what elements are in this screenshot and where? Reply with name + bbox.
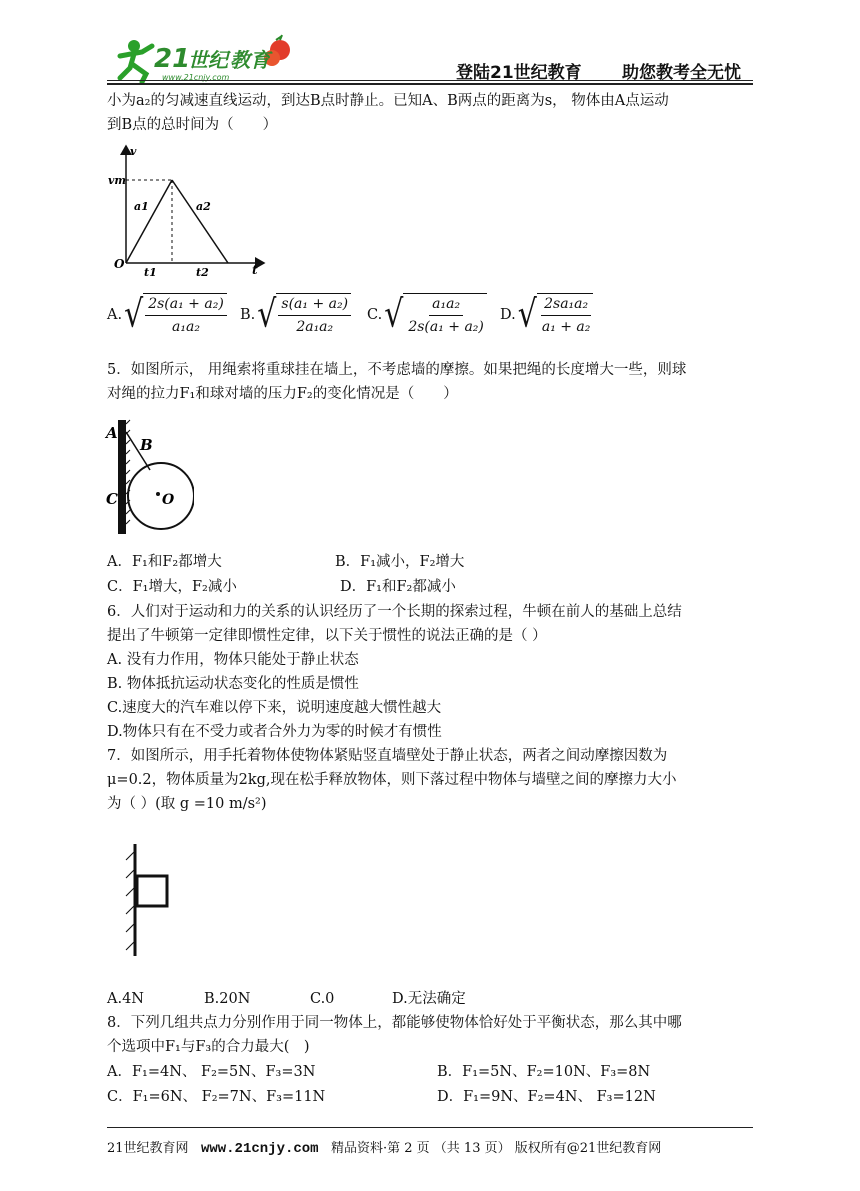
q4-option-c[interactable]: [367, 293, 487, 337]
q4-line2: 到B点的总时间为（ ）: [107, 117, 278, 133]
ball-center: [156, 492, 160, 496]
q4-b-num: s(a₁ + a₂): [278, 294, 351, 316]
q5-option-b[interactable]: B．F₁减小，F₂增大: [335, 554, 465, 570]
q4-line1: 小为a₂的匀减速直线运动，到达B点时静止。已知A、B两点的距离为s， 物体由A点运动: [107, 93, 669, 109]
q6-line1: 6．人们对于运动和力的关系的认识经历了一个长期的探索过程，牛顿在前人的基础上总结: [107, 604, 682, 620]
block: [137, 876, 167, 906]
q4-c-den: 2s(a₁ + a₂): [408, 319, 484, 335]
q5-line2: 对绳的拉力F₁和球对墙的压力F₂的变化情况是（ ）: [107, 386, 458, 402]
footer-url[interactable]: www.21cnjy.com: [200, 1141, 319, 1157]
sqrt-icon: √: [124, 292, 144, 337]
q4-c-num: a₁a₂: [429, 294, 463, 316]
q8-option-b[interactable]: B．F₁=5N、F₂=10N、F₃=8N: [437, 1064, 651, 1080]
svg-text:www.21cnjy.com: www.21cnjy.com: [162, 73, 230, 82]
svg-text:世纪: 世纪: [188, 48, 228, 72]
t-label: t: [252, 263, 258, 277]
q4-option-d-label: D.: [500, 307, 516, 323]
q7-option-c[interactable]: C.0: [310, 991, 335, 1007]
sqrt-icon: √: [257, 292, 277, 337]
q5-option-a[interactable]: A．F₁和F₂都增大: [107, 554, 222, 570]
q5-option-c[interactable]: C．F₁增大，F₂减小: [107, 579, 237, 595]
origin-label: O: [114, 257, 125, 271]
sqrt-icon: √: [384, 292, 404, 337]
point-c-label: C: [106, 490, 118, 508]
a2-label: a2: [196, 200, 211, 213]
footer-page-info: 精品资料·第 2 页 （共 13 页） 版权所有@21世纪教育网: [330, 1141, 662, 1156]
decel-line: [172, 180, 228, 263]
svg-text:21: 21: [154, 44, 191, 74]
footer: [107, 1137, 661, 1157]
q4-d-num: 2sa₁a₂: [541, 294, 591, 316]
header-rule-thick: [107, 83, 753, 85]
q8-option-d[interactable]: D．F₁=9N、F₂=4N、 F₃=12N: [437, 1089, 656, 1105]
q8-line1: 8．下列几组共点力分别作用于同一物体上，都能够使物体恰好处于平衡状态，那么其中哪: [107, 1015, 682, 1031]
footer-site: 21世纪教育网: [107, 1141, 189, 1156]
logo-icon: [112, 34, 302, 84]
q8-line2: 个选项中F₁与F₃的合力最大( ): [107, 1039, 310, 1055]
q6-option-a[interactable]: A. 没有力作用，物体只能处于静止状态: [107, 652, 359, 668]
t1-label: t1: [144, 266, 157, 279]
q4-a-den: a₁a₂: [172, 319, 200, 335]
q4-option-b-label: B.: [240, 307, 256, 323]
q8-option-c[interactable]: C．F₁=6N、 F₂=7N、F₃=11N: [107, 1089, 326, 1105]
q4-a-num: 2s(a₁ + a₂): [145, 294, 227, 316]
q6-option-b[interactable]: B. 物体抵抗运动状态变化的性质是惯性: [107, 676, 359, 692]
v-label: v: [130, 145, 137, 158]
header-slogan-left: 登陆21世纪教育: [456, 63, 582, 83]
point-a-label: A: [106, 424, 118, 442]
q7-option-a[interactable]: A.4N: [107, 991, 144, 1007]
header-slogan-right: 助您教考全无忧: [622, 63, 741, 83]
q4-option-b[interactable]: [240, 293, 351, 337]
q4-option-a[interactable]: [107, 293, 227, 337]
a1-label: a1: [134, 200, 149, 213]
q7-line2: μ=0.2，物体质量为2kg,现在松手释放物体，则下落过程中物体与墙壁之间的摩擦力大小: [107, 772, 677, 788]
wall: [118, 420, 126, 534]
q6-option-c[interactable]: C.速度大的汽车难以停下来，说明速度越大惯性越大: [107, 700, 442, 716]
q6-line2: 提出了牛顿第一定律即惯性定律，以下关于惯性的说法正确的是（ ）: [107, 628, 547, 644]
q7-line1: 7．如图所示，用手托着物体使物体紧贴竖直墙壁处于静止状态，两者之间动摩擦因数为: [107, 748, 668, 764]
t2-label: t2: [196, 266, 209, 279]
block-wall-figure: [118, 842, 188, 962]
ball: [128, 463, 194, 529]
q8-option-a[interactable]: A．F₁=4N、 F₂=5N、F₃=3N: [107, 1064, 316, 1080]
q4-option-c-label: C.: [367, 307, 383, 323]
q4-option-a-label: A.: [107, 307, 123, 323]
svg-text:教: 教: [230, 48, 250, 72]
point-o-label: O: [162, 492, 175, 508]
q7-option-d[interactable]: D.无法确定: [392, 991, 466, 1007]
vm-label: vm: [108, 174, 127, 187]
logo: [112, 34, 302, 84]
q5-line1: 5．如图所示， 用绳索将重球挂在墙上，不考虑墙的摩擦。如果把绳的长度增大一些，则球: [107, 362, 687, 378]
vt-graph: [104, 140, 274, 280]
footer-rule: [107, 1127, 753, 1128]
q4-d-den: a₁ + a₂: [541, 319, 591, 335]
q7-option-b[interactable]: B.20N: [204, 991, 251, 1007]
q6-option-d[interactable]: D.物体只有在不受力或者合外力为零的时候才有惯性: [107, 724, 442, 740]
svg-text:育: 育: [250, 48, 270, 72]
q4-option-d[interactable]: [500, 293, 593, 337]
q7-line3: 为（ ）(取 g =10 m/s²): [107, 796, 267, 812]
accel-line: [126, 180, 172, 263]
q4-b-den: 2a₁a₂: [296, 319, 334, 335]
ball-wall-figure: [104, 418, 194, 538]
header-rule: [107, 80, 753, 81]
point-b-label: B: [140, 436, 153, 454]
sqrt-icon: √: [517, 292, 537, 337]
q5-option-d[interactable]: D．F₁和F₂都减小: [340, 579, 456, 595]
